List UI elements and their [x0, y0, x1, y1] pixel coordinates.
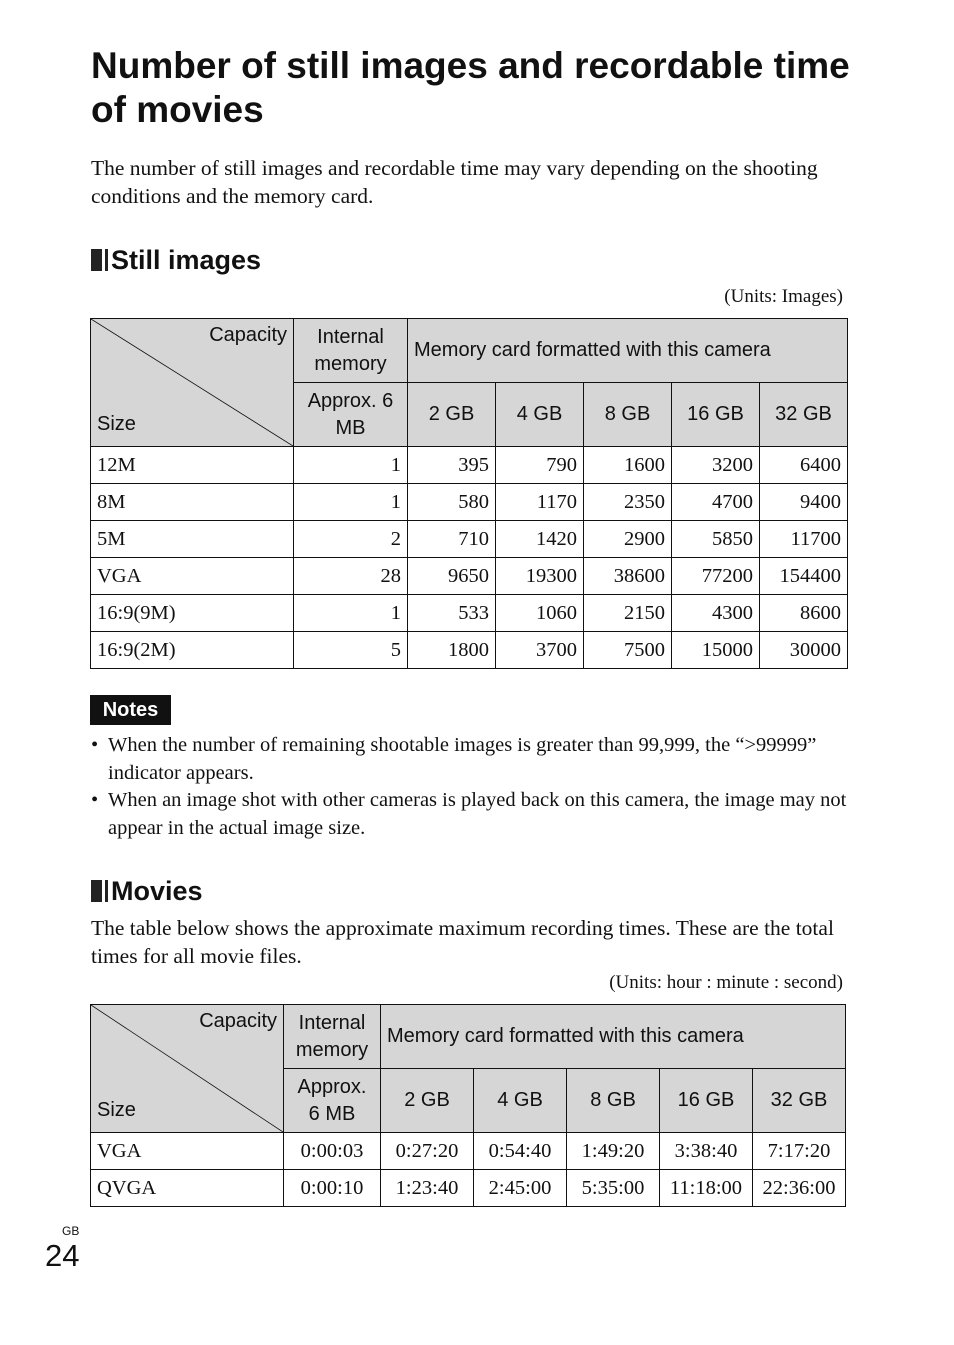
- size-cell: 5M: [91, 521, 294, 558]
- value-cell: 3:38:40: [660, 1133, 753, 1170]
- col-header: 2 GB: [381, 1069, 474, 1133]
- size-cell: QVGA: [91, 1170, 284, 1207]
- movies-heading: [91, 875, 203, 907]
- still-images-heading-text: Still images: [111, 245, 262, 275]
- value-cell: 790: [496, 447, 584, 484]
- value-cell: 28: [294, 558, 408, 595]
- size-cell: VGA: [91, 558, 294, 595]
- value-cell: 1420: [496, 521, 584, 558]
- size-label: Size: [97, 1099, 136, 1121]
- table-corner-cell: [91, 1005, 284, 1133]
- value-cell: 1: [294, 484, 408, 521]
- value-cell: 1060: [496, 595, 584, 632]
- size-label: Size: [97, 413, 136, 435]
- value-cell: 0:00:10: [284, 1170, 381, 1207]
- col-header: 16 GB: [660, 1069, 753, 1133]
- table-row: [91, 1170, 846, 1207]
- value-cell: 1170: [496, 484, 584, 521]
- value-cell: 11:18:00: [660, 1170, 753, 1207]
- capacity-label: Capacity: [199, 1010, 277, 1032]
- notes-badge: Notes: [90, 695, 171, 725]
- list-item: • When the number of remaining shootable images is greater than 99,999, the “>99999” indicator appears.: [91, 732, 851, 787]
- value-cell: 395: [408, 447, 496, 484]
- value-cell: 1:49:20: [567, 1133, 660, 1170]
- value-cell: 154400: [760, 558, 848, 595]
- internal-memory-header: Internal memory: [294, 319, 408, 383]
- value-cell: 3700: [496, 632, 584, 669]
- movies-units-label: (Units: hour : minute : second): [609, 972, 843, 993]
- value-cell: 30000: [760, 632, 848, 669]
- page-title: Number of still images and recordable time of movies: [91, 45, 850, 130]
- value-cell: 0:00:03: [284, 1133, 381, 1170]
- value-cell: 8600: [760, 595, 848, 632]
- table-corner-cell: [91, 319, 294, 447]
- col-header: 16 GB: [672, 383, 760, 447]
- size-cell: 16:9(2M): [91, 632, 294, 669]
- table-row: [91, 521, 848, 558]
- notes-list: [91, 732, 851, 842]
- col-header: 2 GB: [408, 383, 496, 447]
- approx-header: Approx. 6 MB: [284, 1069, 381, 1133]
- movies-table: [90, 1004, 846, 1207]
- value-cell: 2: [294, 521, 408, 558]
- approx-header: Approx. 6 MB: [294, 383, 408, 447]
- value-cell: 9400: [760, 484, 848, 521]
- memory-card-header: Memory card formatted with this camera: [381, 1005, 846, 1069]
- intro-paragraph: The number of still images and recordable time may vary depending on the shooting conditions and the memory card.: [91, 156, 818, 208]
- value-cell: 15000: [672, 632, 760, 669]
- value-cell: 1600: [584, 447, 672, 484]
- value-cell: 77200: [672, 558, 760, 595]
- size-cell: 16:9(9M): [91, 595, 294, 632]
- value-cell: 1800: [408, 632, 496, 669]
- value-cell: 0:27:20: [381, 1133, 474, 1170]
- col-header: 8 GB: [584, 383, 672, 447]
- value-cell: 1:23:40: [381, 1170, 474, 1207]
- value-cell: 0:54:40: [474, 1133, 567, 1170]
- value-cell: 22:36:00: [753, 1170, 846, 1207]
- value-cell: 19300: [496, 558, 584, 595]
- value-cell: 7500: [584, 632, 672, 669]
- table-row: [91, 595, 848, 632]
- col-header: 8 GB: [567, 1069, 660, 1133]
- movies-intro: The table below shows the approximate maximum recording times. These are the total times for all movie files.: [91, 916, 834, 968]
- value-cell: 710: [408, 521, 496, 558]
- section-marker-icon: [91, 880, 105, 902]
- still-images-table: [90, 318, 848, 669]
- value-cell: 11700: [760, 521, 848, 558]
- col-header: 4 GB: [474, 1069, 567, 1133]
- table-row: [91, 558, 848, 595]
- table-row: [91, 1133, 846, 1170]
- value-cell: 580: [408, 484, 496, 521]
- value-cell: 1: [294, 447, 408, 484]
- page-region-label: GB: [62, 1224, 80, 1238]
- value-cell: 4700: [672, 484, 760, 521]
- still-images-heading: [91, 244, 261, 276]
- col-header: 4 GB: [496, 383, 584, 447]
- movies-heading-text: Movies: [111, 876, 203, 906]
- table-row: [91, 447, 848, 484]
- col-header: 32 GB: [760, 383, 848, 447]
- table-row: [91, 632, 848, 669]
- table-row: [91, 484, 848, 521]
- value-cell: 533: [408, 595, 496, 632]
- value-cell: 1: [294, 595, 408, 632]
- value-cell: 2900: [584, 521, 672, 558]
- value-cell: 7:17:20: [753, 1133, 846, 1170]
- value-cell: 5: [294, 632, 408, 669]
- capacity-label: Capacity: [209, 324, 287, 346]
- size-cell: 12M: [91, 447, 294, 484]
- internal-memory-header: Internal memory: [284, 1005, 381, 1069]
- section-marker-icon: [91, 249, 105, 271]
- value-cell: 5:35:00: [567, 1170, 660, 1207]
- size-cell: 8M: [91, 484, 294, 521]
- value-cell: 5850: [672, 521, 760, 558]
- memory-card-header: Memory card formatted with this camera: [408, 319, 848, 383]
- value-cell: 6400: [760, 447, 848, 484]
- value-cell: 3200: [672, 447, 760, 484]
- value-cell: 9650: [408, 558, 496, 595]
- value-cell: 4300: [672, 595, 760, 632]
- value-cell: 38600: [584, 558, 672, 595]
- col-header: 32 GB: [753, 1069, 846, 1133]
- page-number: 24: [45, 1238, 80, 1273]
- value-cell: 2:45:00: [474, 1170, 567, 1207]
- size-cell: VGA: [91, 1133, 284, 1170]
- value-cell: 2350: [584, 484, 672, 521]
- list-item: • When an image shot with other cameras is played back on this camera, the image may not appear in the actual image size.: [91, 787, 851, 842]
- still-units-label: (Units: Images): [724, 286, 843, 307]
- value-cell: 2150: [584, 595, 672, 632]
